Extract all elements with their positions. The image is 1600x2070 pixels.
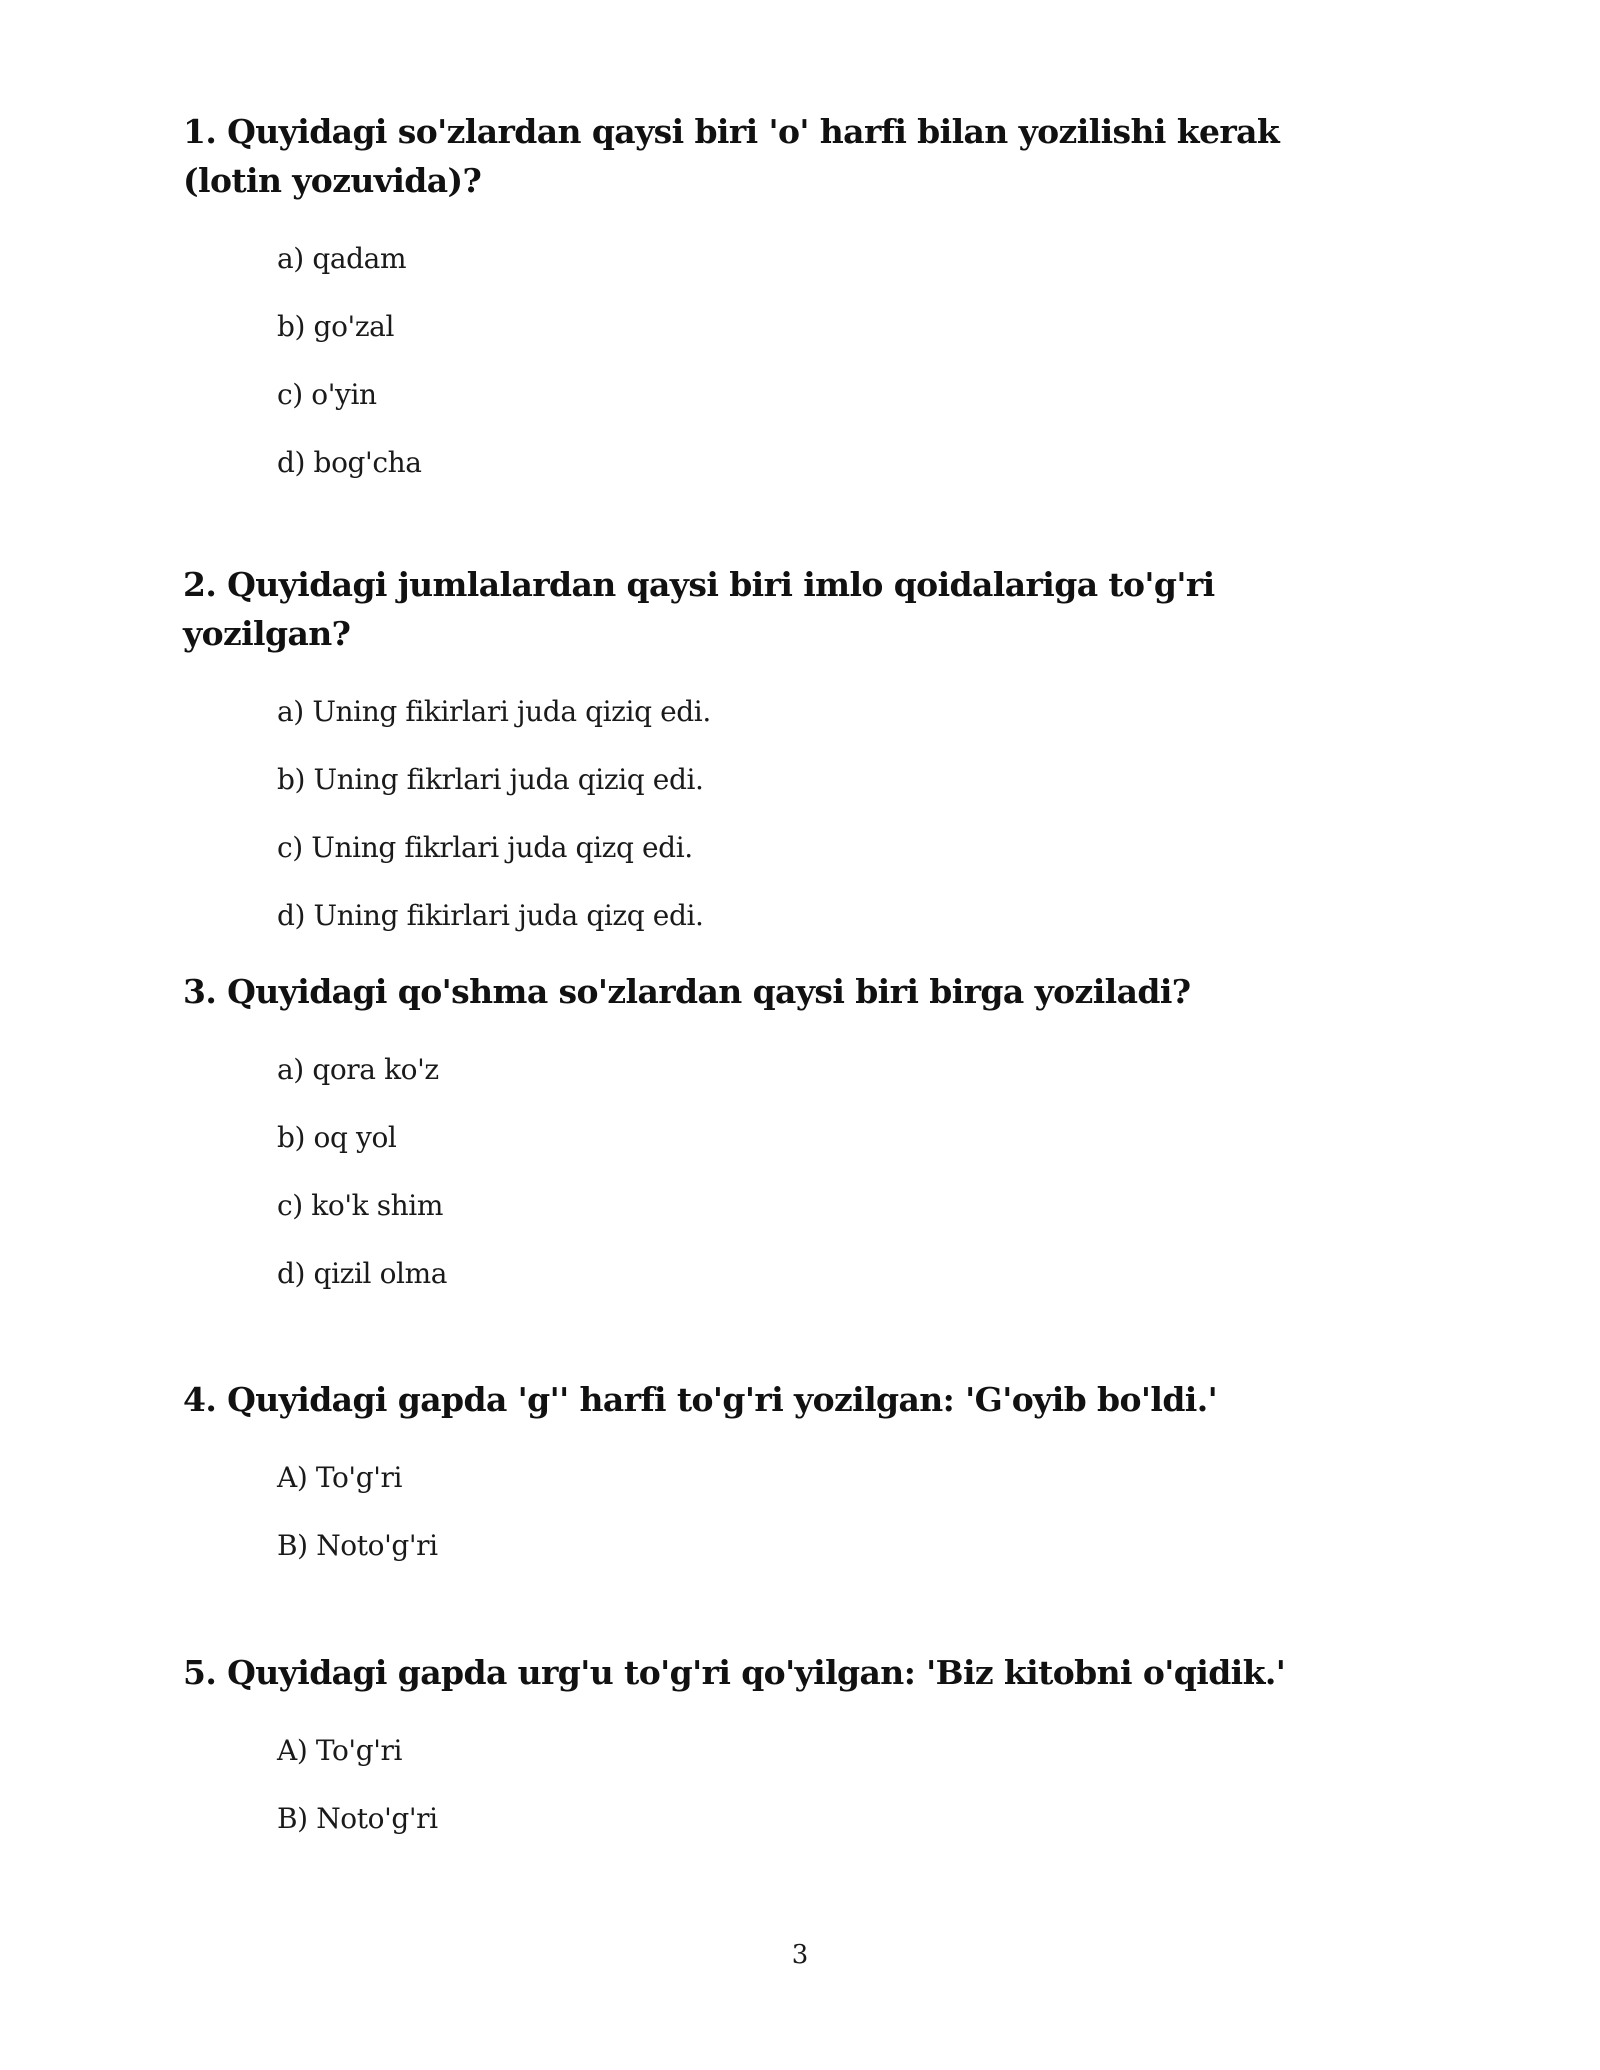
option-b: b) Uning fikrlari juda qiziq edi. bbox=[277, 763, 704, 796]
question-4 bbox=[183, 1375, 1363, 1580]
option-d: d) qizil olma bbox=[277, 1257, 448, 1290]
option-b: b) go'zal bbox=[277, 310, 395, 343]
options-list bbox=[277, 225, 1363, 497]
options-list bbox=[277, 678, 1363, 950]
option-b: B) Noto'g'ri bbox=[277, 1802, 438, 1835]
question-title: 4. Quyidagi gapda 'g'' harfi to'g'ri yozilgan: 'G'oyib bo'ldi.' bbox=[183, 1380, 1218, 1419]
option-d: d) bog'cha bbox=[277, 446, 422, 479]
option-a: A) To'g'ri bbox=[277, 1461, 403, 1494]
options-list bbox=[277, 1717, 1363, 1853]
option-d: d) Uning fikirlari juda qizq edi. bbox=[277, 899, 704, 932]
question-2 bbox=[183, 560, 1363, 950]
question-title: 3. Quyidagi qo'shma so'zlardan qaysi biri birga yoziladi? bbox=[183, 972, 1191, 1011]
option-c: c) o'yin bbox=[277, 378, 377, 411]
option-a: A) To'g'ri bbox=[277, 1734, 403, 1767]
question-title: 5. Quyidagi gapda urg'u to'g'ri qo'yilgan: 'Biz kitobni o'qidik.' bbox=[183, 1653, 1286, 1692]
question-1 bbox=[183, 107, 1363, 497]
option-b: b) oq yol bbox=[277, 1121, 397, 1154]
option-a: a) Uning fikirlari juda qiziq edi. bbox=[277, 695, 711, 728]
option-a: a) qadam bbox=[277, 242, 407, 275]
question-title: 1. Quyidagi so'zlardan qaysi biri 'o' harfi bilan yozilishi kerak (lotin yozuvida)? bbox=[183, 112, 1280, 200]
page-number: 3 bbox=[791, 1940, 809, 1970]
options-list bbox=[277, 1036, 1363, 1308]
options-list bbox=[277, 1444, 1363, 1580]
option-b: B) Noto'g'ri bbox=[277, 1529, 438, 1562]
question-title: 2. Quyidagi jumlalardan qaysi biri imlo qoidalariga to'g'ri yozilgan? bbox=[183, 565, 1215, 653]
option-a: a) qora ko'z bbox=[277, 1053, 439, 1086]
question-5 bbox=[183, 1648, 1363, 1853]
option-c: c) ko'k shim bbox=[277, 1189, 444, 1222]
question-3 bbox=[183, 967, 1363, 1308]
option-c: c) Uning fikrlari juda qizq edi. bbox=[277, 831, 693, 864]
